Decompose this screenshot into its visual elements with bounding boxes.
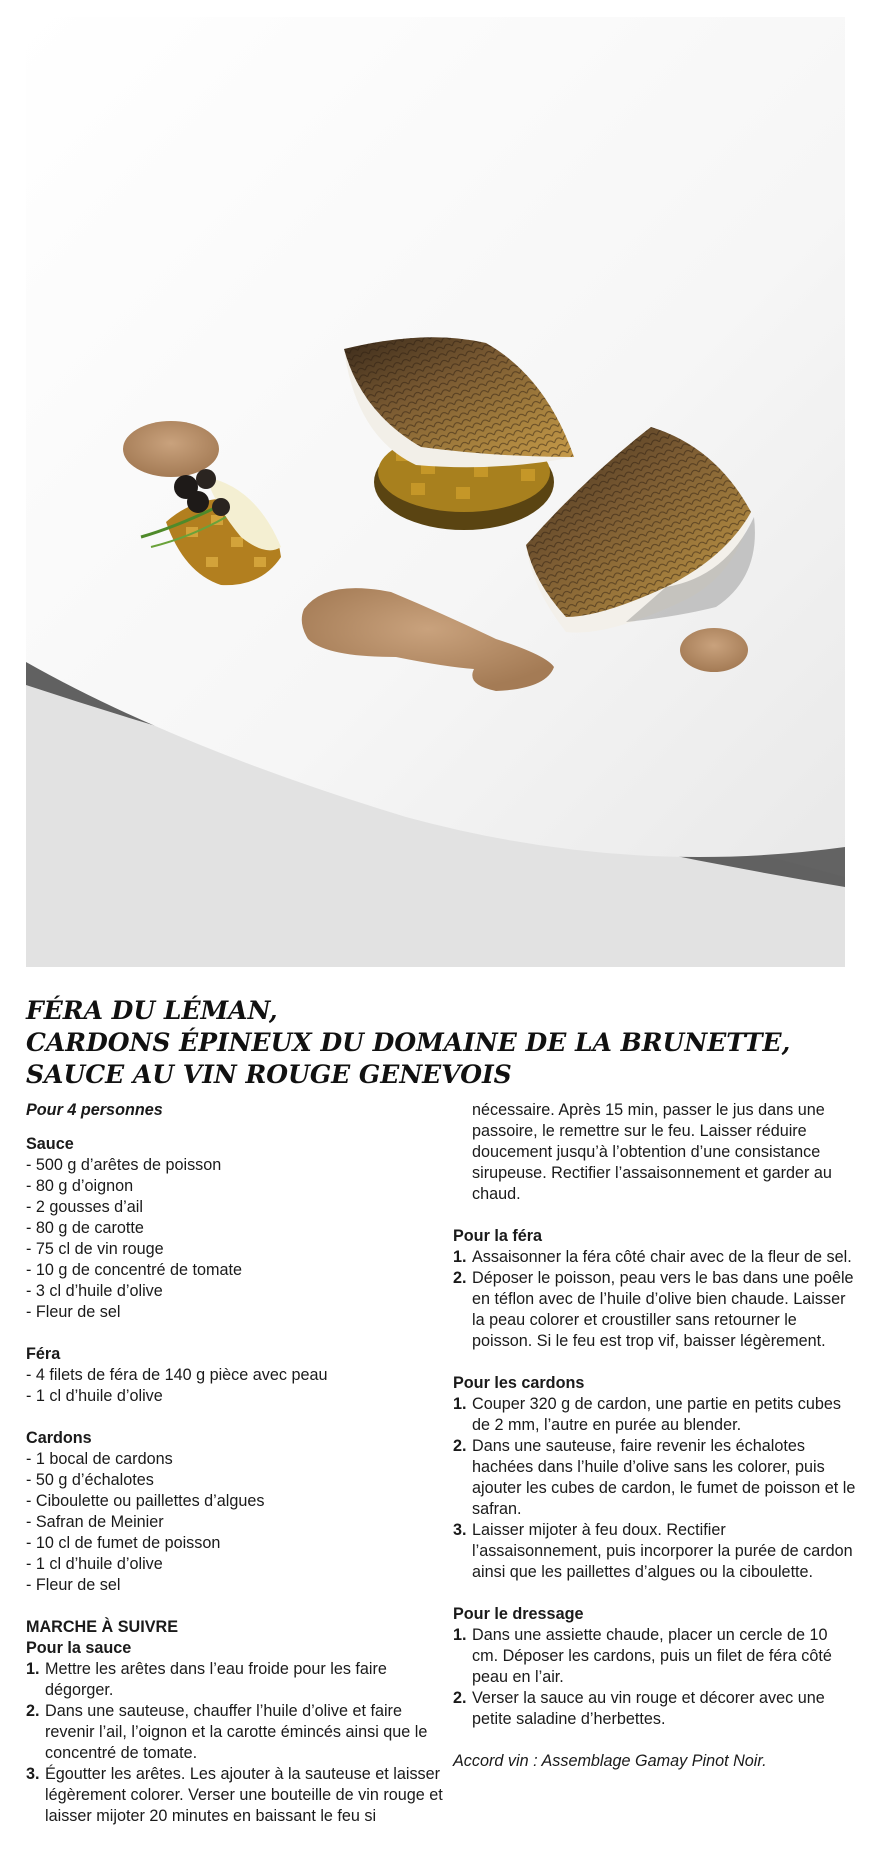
right-column	[453, 1100, 858, 1772]
ingredient-item: - 3 cl d’huile d’olive	[26, 1282, 163, 1300]
ingredients-fera-list	[26, 1365, 446, 1407]
step-item	[453, 1268, 858, 1352]
step-item	[453, 1436, 858, 1520]
step-text: Assaisonner la féra côté chair avec de la fleur de sel.	[472, 1248, 852, 1266]
ingredient-item: - 1 cl d’huile d’olive	[26, 1555, 163, 1573]
ingredient-item: - 80 g de carotte	[26, 1219, 144, 1237]
ingredient-item: - Fleur de sel	[26, 1303, 121, 1321]
ingredient-item: - 80 g d’oignon	[26, 1177, 134, 1195]
wine-pairing: Accord vin : Assemblage Gamay Pinot Noir.	[453, 1752, 767, 1770]
plated-fish-photo-icon	[26, 17, 845, 967]
step-item	[26, 1659, 446, 1701]
step-text: Mettre les arêtes dans l’eau froide pour les faire dégorger.	[45, 1660, 387, 1699]
recipe-title	[26, 995, 856, 1091]
step-number: 1.	[26, 1660, 40, 1678]
ingredient-item: - Ciboulette ou paillettes d’algues	[26, 1492, 265, 1510]
step-number: 2.	[453, 1437, 467, 1455]
ingredients-cardons-list	[26, 1449, 446, 1596]
servings: Pour 4 personnes	[26, 1101, 163, 1119]
step-number: 2.	[26, 1702, 40, 1720]
step-text: Dans une sauteuse, faire revenir les échalotes hachées dans l’huile d’olive sans les colorer, puis ajouter les cubes de cardon, le fumet de poisson et le safran.	[472, 1437, 856, 1518]
method-dressage-steps	[453, 1625, 858, 1730]
recipe-title-line-1: FÉRA DU LÉMAN,	[26, 996, 278, 1025]
method-fera-steps	[453, 1247, 858, 1352]
step-number: 1.	[453, 1248, 467, 1266]
step-number: 1.	[453, 1626, 467, 1644]
recipe-title-line-3: SAUCE AU VIN ROUGE GENEVOIS	[26, 1060, 512, 1089]
ingredients-sauce-list	[26, 1155, 446, 1323]
method-heading: MARCHE À SUIVRE	[26, 1618, 178, 1636]
ingredient-item: - Fleur de sel	[26, 1576, 121, 1594]
step-item	[453, 1688, 858, 1730]
dish-photo	[26, 17, 845, 967]
ingredient-item: - 75 cl de vin rouge	[26, 1240, 164, 1258]
ingredient-item: - Safran de Meinier	[26, 1513, 164, 1531]
recipe-title-line-2: CARDONS ÉPINEUX DU DOMAINE DE LA BRUNETTE,	[26, 1028, 791, 1057]
step-item	[26, 1764, 446, 1827]
method-sauce-continuation: nécessaire. Après 15 min, passer le jus dans une passoire, le remettre sur le feu. Laisser réduire doucement jusqu’à l’obtention d’une consistance sirupeuse. Rectifier l’assaisonnement et garder au chaud.	[472, 1101, 832, 1203]
step-number: 1.	[453, 1395, 467, 1413]
step-item	[453, 1520, 858, 1583]
ingredient-item: - 1 cl d’huile d’olive	[26, 1387, 163, 1405]
ingredient-item: - 10 cl de fumet de poisson	[26, 1534, 221, 1552]
method-fera-heading: Pour la féra	[453, 1227, 543, 1245]
step-text: Laisser mijoter à feu doux. Rectifier l’assaisonnement, puis incorporer la purée de cardon ainsi que les paillettes d’algues ou la ciboulette.	[472, 1521, 853, 1581]
ingredient-item: - 50 g d’échalotes	[26, 1471, 154, 1489]
step-text: Dans une assiette chaude, placer un cercle de 10 cm. Déposer les cardons, puis un filet de féra côté peau en l’air.	[472, 1626, 832, 1686]
step-text: Verser la sauce au vin rouge et décorer avec une petite saladine d’herbettes.	[472, 1689, 825, 1728]
step-number: 2.	[453, 1689, 467, 1707]
step-item	[453, 1394, 858, 1436]
ingredient-item: - 2 gousses d’ail	[26, 1198, 143, 1216]
method-cardons-steps	[453, 1394, 858, 1583]
method-dressage-heading: Pour le dressage	[453, 1605, 584, 1623]
method-cardons-heading: Pour les cardons	[453, 1374, 585, 1392]
step-item	[453, 1625, 858, 1688]
ingredient-item: - 4 filets de féra de 140 g pièce avec peau	[26, 1366, 328, 1384]
step-number: 3.	[26, 1765, 40, 1783]
step-item	[453, 1247, 858, 1268]
method-sauce-steps	[26, 1659, 446, 1827]
method-sauce-heading: Pour la sauce	[26, 1639, 132, 1657]
ingredient-item: - 500 g d’arêtes de poisson	[26, 1156, 222, 1174]
ingredient-item: - 10 g de concentré de tomate	[26, 1261, 242, 1279]
step-text: Couper 320 g de cardon, une partie en petits cubes de 2 mm, l’autre en purée au blender.	[472, 1395, 841, 1434]
step-text: Égoutter les arêtes. Les ajouter à la sauteuse et laisser légèrement colorer. Verser une bouteille de vin rouge et laisser mijoter 20 minutes en baissant le feu si	[45, 1765, 443, 1825]
step-number: 3.	[453, 1521, 467, 1539]
step-text: Dans une sauteuse, chauffer l’huile d’olive et faire revenir l’ail, l’oignon et la carotte émincés ainsi que le concentré de tomate.	[45, 1702, 428, 1762]
ingredients-sauce-heading: Sauce	[26, 1135, 74, 1153]
ingredient-item: - 1 bocal de cardons	[26, 1450, 173, 1468]
left-column	[26, 1100, 446, 1848]
step-item	[26, 1701, 446, 1764]
ingredients-cardons-heading: Cardons	[26, 1429, 92, 1447]
step-text: Déposer le poisson, peau vers le bas dans une poêle en téflon avec de l’huile d’olive bien chaude. Laisser la peau colorer et croustiller sans retourner le poisson. Si le feu est trop vif, baisser légèrement.	[472, 1269, 854, 1350]
step-number: 2.	[453, 1269, 467, 1287]
ingredients-fera-heading: Féra	[26, 1345, 61, 1363]
